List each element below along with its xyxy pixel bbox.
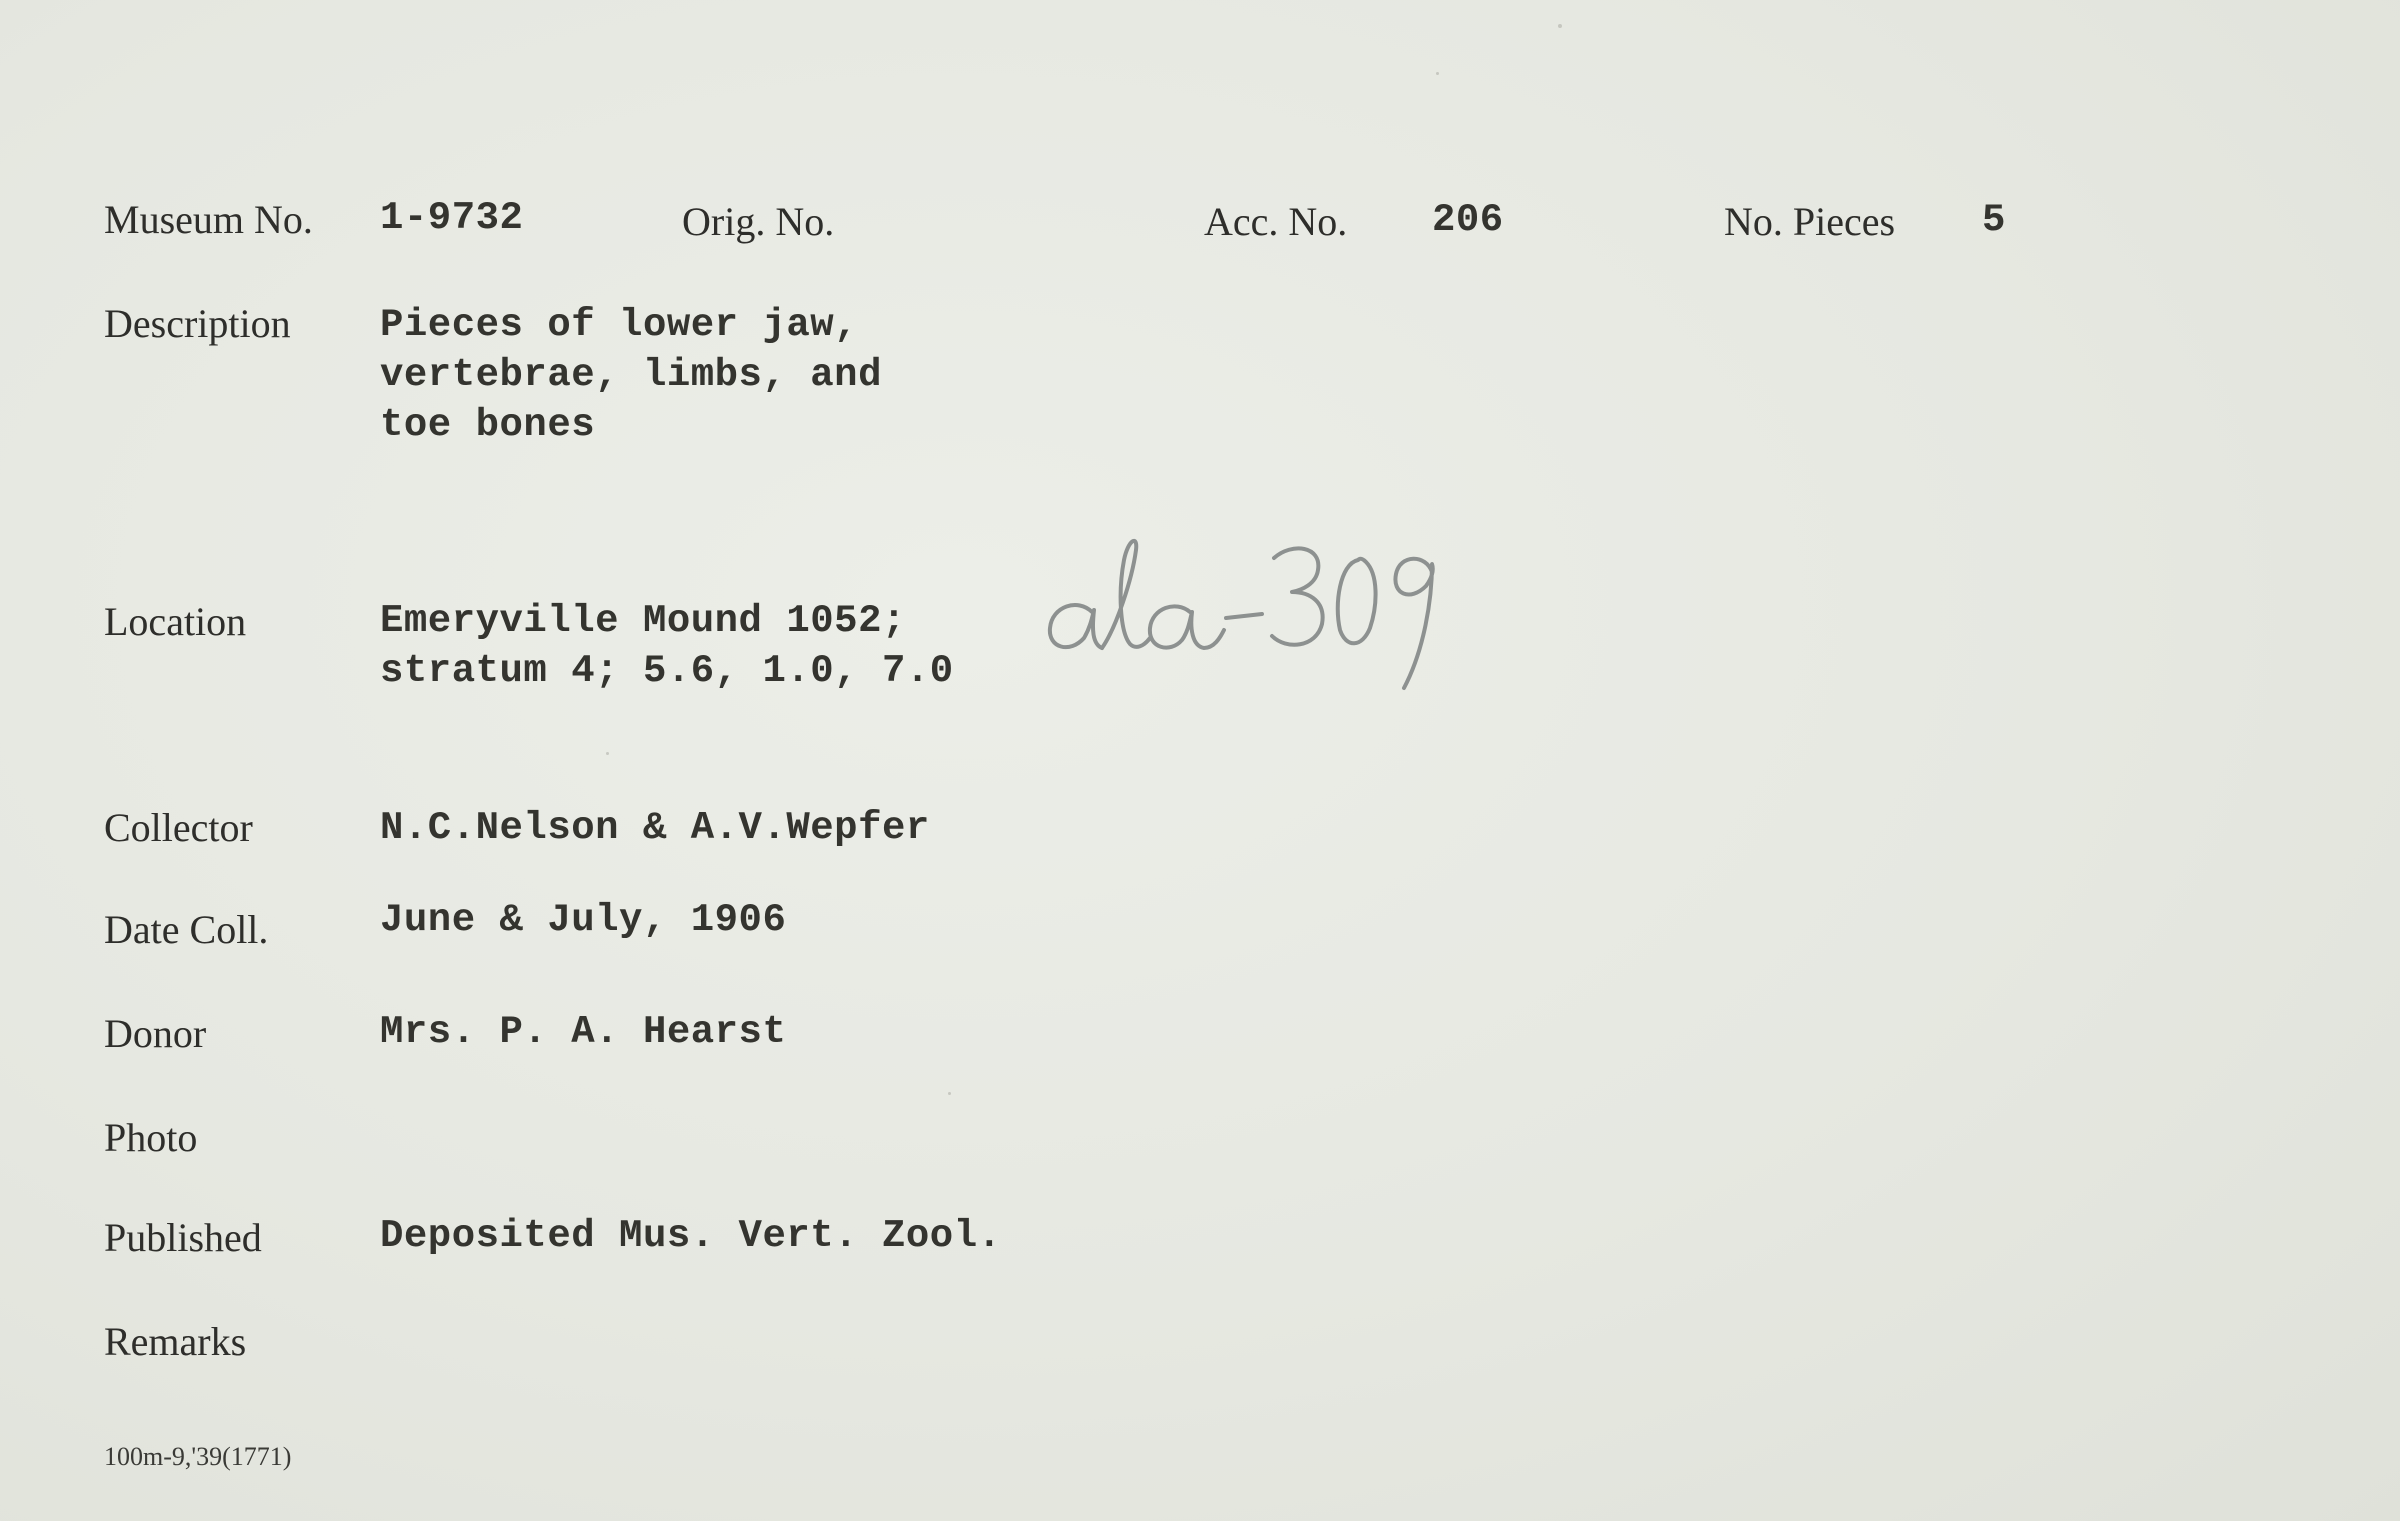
description-line: vertebrae, limbs, and [380, 353, 882, 397]
paper-speck [1436, 72, 1439, 75]
location-line: stratum 4; 5.6, 1.0, 7.0 [380, 649, 954, 693]
paper-speck [606, 752, 609, 755]
no-pieces-label: No. Pieces [1724, 199, 1896, 244]
acc-no-value: 206 [1432, 198, 1504, 242]
description-line: Pieces of lower jaw, [380, 303, 859, 347]
form-code: 100m-9,'39(1771) [104, 1442, 292, 1471]
handwritten-annotation-ala-309 [1040, 520, 1480, 700]
description-label: Description [104, 301, 291, 346]
collector-label: Collector [104, 805, 253, 850]
collector-value: N.C.Nelson & A.V.Wepfer [380, 806, 930, 850]
location-label: Location [104, 599, 247, 644]
orig-no-label: Orig. No. [682, 199, 835, 244]
donor-label: Donor [104, 1011, 207, 1056]
location-line: Emeryville Mound 1052; [380, 599, 906, 643]
donor-value: Mrs. P. A. Hearst [380, 1010, 787, 1054]
published-value: Deposited Mus. Vert. Zool. [380, 1214, 1002, 1258]
description-line: toe bones [380, 403, 596, 447]
description-value [380, 300, 882, 450]
acc-no-label: Acc. No. [1204, 199, 1348, 244]
location-value [380, 596, 954, 696]
museum-no-value: 1-9732 [380, 196, 524, 240]
museum-no-label: Museum No. [104, 197, 313, 242]
published-label: Published [104, 1215, 262, 1260]
no-pieces-value: 5 [1982, 198, 2006, 242]
date-coll-label: Date Coll. [104, 907, 269, 952]
paper-speck [1558, 24, 1562, 28]
paper-speck [948, 1092, 951, 1095]
remarks-label: Remarks [104, 1319, 247, 1364]
date-coll-value: June & July, 1906 [380, 898, 787, 942]
photo-label: Photo [104, 1115, 198, 1160]
